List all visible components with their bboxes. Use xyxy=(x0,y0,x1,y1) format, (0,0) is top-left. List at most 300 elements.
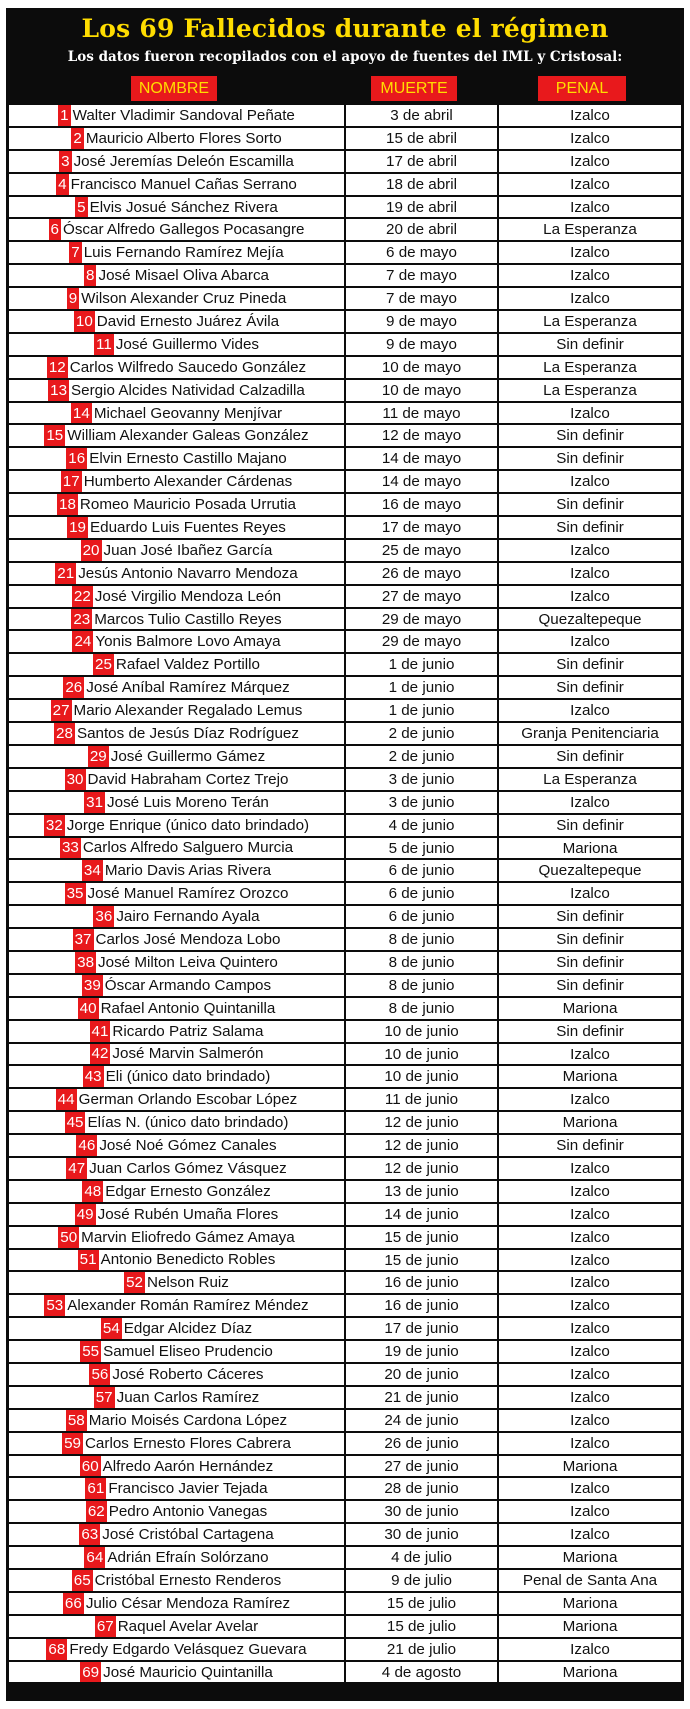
death-date-cell: 10 de junio xyxy=(346,1066,497,1087)
name-cell xyxy=(9,975,344,996)
name-cell xyxy=(9,746,344,767)
prison-cell: Izalco xyxy=(499,105,681,126)
deceased-name: José Milton Leiva Quintero xyxy=(98,953,278,971)
table-row xyxy=(9,1226,681,1249)
death-date-cell: 12 de junio xyxy=(346,1112,497,1133)
name-cell xyxy=(9,1524,344,1545)
name-cell xyxy=(9,334,344,355)
prison-cell: Izalco xyxy=(499,288,681,309)
prison-cell: Izalco xyxy=(499,1089,681,1110)
death-date-cell: 4 de junio xyxy=(346,815,497,836)
deceased-name: Elvin Ernesto Castillo Majano xyxy=(89,450,287,468)
table-row xyxy=(9,585,681,608)
row-number-badge: 18 xyxy=(59,496,76,514)
name-cell xyxy=(9,1181,344,1202)
table-row xyxy=(9,470,681,493)
name-cell xyxy=(9,952,344,973)
deceased-name: Eli (único dato brindado) xyxy=(105,1068,271,1086)
row-number-badge: 67 xyxy=(96,1617,114,1635)
deceased-name: Marcos Tulio Castillo Reyes xyxy=(94,610,282,628)
name-cell xyxy=(9,128,344,149)
table-row xyxy=(9,1340,681,1363)
deceased-name: Mario Alexander Regalado Lemus xyxy=(73,702,303,720)
death-date-cell: 28 de junio xyxy=(346,1478,497,1499)
prison-cell: La Esperanza xyxy=(499,357,681,378)
prison-cell: Mariona xyxy=(499,1662,681,1683)
death-date-cell: 16 de mayo xyxy=(346,494,497,515)
deceased-name: Francisco Javier Tejada xyxy=(108,1480,268,1498)
table-row xyxy=(9,905,681,928)
name-cell xyxy=(9,1021,344,1042)
table-row xyxy=(9,608,681,631)
deceased-name: Pedro Antonio Vanegas xyxy=(108,1503,268,1521)
deceased-name: Juan José Ibañez García xyxy=(103,541,273,559)
death-date-cell: 25 de mayo xyxy=(346,540,497,561)
name-cell xyxy=(9,380,344,401)
page-title: Los 69 Fallecidos durante el régimen xyxy=(81,14,609,43)
death-date-cell: 14 de mayo xyxy=(346,471,497,492)
deceased-name: Elías N. (único dato brindado) xyxy=(87,1114,289,1132)
table-row xyxy=(9,1546,681,1569)
table-row xyxy=(9,1409,681,1432)
prison-cell: Penal de Santa Ana xyxy=(499,1570,681,1591)
prison-cell: Sin definir xyxy=(499,677,681,698)
death-date-cell: 11 de junio xyxy=(346,1089,497,1110)
prison-cell: Mariona xyxy=(499,838,681,859)
death-date-cell: 7 de mayo xyxy=(346,288,497,309)
table-row xyxy=(9,699,681,722)
name-cell xyxy=(9,1295,344,1316)
prison-cell: La Esperanza xyxy=(499,311,681,332)
name-cell xyxy=(9,174,344,195)
prison-cell: Sin definir xyxy=(499,334,681,355)
deceased-name: Juan Carlos Ramírez xyxy=(116,1388,260,1406)
row-number-badge: 50 xyxy=(60,1228,78,1246)
death-date-cell: 29 de mayo xyxy=(346,631,497,652)
name-cell xyxy=(9,1158,344,1179)
prison-cell: Izalco xyxy=(499,1044,681,1065)
name-cell xyxy=(9,425,344,446)
name-cell xyxy=(9,471,344,492)
deceased-name: Elvis Josué Sánchez Rivera xyxy=(89,198,278,216)
prison-cell: Sin definir xyxy=(499,654,681,675)
table-row xyxy=(9,424,681,447)
death-date-cell: 2 de junio xyxy=(346,723,497,744)
row-number-badge: 41 xyxy=(91,1022,109,1040)
name-cell xyxy=(9,860,344,881)
deceased-name: Walter Vladimir Sandoval Peñate xyxy=(72,106,295,124)
table-row xyxy=(9,1249,681,1272)
deceased-name: Óscar Armando Campos xyxy=(104,976,272,994)
prison-cell: Mariona xyxy=(499,1112,681,1133)
table-row xyxy=(9,974,681,997)
prison-cell: La Esperanza xyxy=(499,769,681,790)
deceased-name: Alfredo Aarón Hernández xyxy=(102,1457,274,1475)
row-number-badge: 30 xyxy=(66,770,84,788)
prison-cell: Sin definir xyxy=(499,746,681,767)
name-cell xyxy=(9,815,344,836)
row-number-badge: 34 xyxy=(83,862,101,880)
deceased-name: Carlos Alfredo Salguero Murcia xyxy=(82,839,294,857)
table-row xyxy=(9,516,681,539)
table-row xyxy=(9,745,681,768)
deceased-name: German Orlando Escobar López xyxy=(78,1091,298,1109)
deceased-name: David Habraham Cortez Trejo xyxy=(87,770,289,788)
prison-cell: Izalco xyxy=(499,631,681,652)
prison-cell: Izalco xyxy=(499,1364,681,1385)
table-row xyxy=(9,928,681,951)
deceased-name: José Virgilio Mendoza León xyxy=(94,587,282,605)
death-date-cell: 1 de junio xyxy=(346,700,497,721)
prison-cell: Izalco xyxy=(499,1433,681,1454)
death-date-cell: 12 de junio xyxy=(346,1135,497,1156)
name-cell xyxy=(9,1089,344,1110)
name-cell xyxy=(9,631,344,652)
deceased-name: Juan Carlos Gómez Vásquez xyxy=(89,1159,287,1177)
table-row xyxy=(9,837,681,860)
row-number-badge: 14 xyxy=(72,404,90,422)
death-date-cell: 6 de junio xyxy=(346,883,497,904)
name-cell xyxy=(9,242,344,263)
name-cell xyxy=(9,1044,344,1065)
table-row xyxy=(9,1615,681,1638)
table-row xyxy=(9,882,681,905)
name-cell xyxy=(9,1066,344,1087)
death-date-cell: 21 de junio xyxy=(346,1387,497,1408)
prison-cell: Sin definir xyxy=(499,975,681,996)
prison-cell: Izalco xyxy=(499,883,681,904)
deceased-name: José Luis Moreno Terán xyxy=(107,793,269,811)
name-cell xyxy=(9,1272,344,1293)
table-row xyxy=(9,173,681,196)
deceased-name: Luis Fernando Ramírez Mejía xyxy=(83,244,284,262)
prison-cell: Izalco xyxy=(499,1478,681,1499)
row-number-badge: 55 xyxy=(82,1343,100,1361)
row-number-badge: 36 xyxy=(95,908,113,926)
row-number-badge: 9 xyxy=(68,290,78,308)
table-row xyxy=(9,676,681,699)
death-date-cell: 2 de junio xyxy=(346,746,497,767)
prison-cell: La Esperanza xyxy=(499,380,681,401)
deceased-name: José Misael Oliva Abarca xyxy=(98,267,269,285)
prison-cell: Izalco xyxy=(499,1272,681,1293)
death-date-cell: 15 de junio xyxy=(346,1227,497,1248)
table-row xyxy=(9,768,681,791)
table-row xyxy=(9,1157,681,1180)
death-date-cell: 27 de junio xyxy=(346,1456,497,1477)
name-cell xyxy=(9,1135,344,1156)
death-date-cell: 26 de mayo xyxy=(346,563,497,584)
row-number-badge: 37 xyxy=(74,931,92,949)
row-number-badge: 44 xyxy=(57,1091,75,1109)
row-number-badge: 40 xyxy=(79,999,97,1017)
deceased-name: Michael Geovanny Menjívar xyxy=(93,404,283,422)
deceased-name: José Noé Gómez Canales xyxy=(99,1137,277,1155)
prison-cell: Sin definir xyxy=(499,906,681,927)
table-row xyxy=(9,1294,681,1317)
deceased-name: Óscar Alfredo Gallegos Pocasangre xyxy=(63,221,305,239)
table-row xyxy=(9,1386,681,1409)
death-date-cell: 15 de junio xyxy=(346,1250,497,1271)
table-row xyxy=(9,356,681,379)
table-row xyxy=(9,997,681,1020)
name-cell xyxy=(9,403,344,424)
table-row xyxy=(9,1020,681,1043)
row-number-badge: 21 xyxy=(57,564,75,582)
prison-cell: Sin definir xyxy=(499,517,681,538)
name-cell xyxy=(9,197,344,218)
deceased-name: Ricardo Patriz Salama xyxy=(112,1022,264,1040)
row-number-badge: 45 xyxy=(66,1114,84,1132)
name-cell xyxy=(9,586,344,607)
deceased-name: Mauricio Alberto Flores Sorto xyxy=(85,129,282,147)
death-date-cell: 16 de junio xyxy=(346,1295,497,1316)
row-number-badge: 31 xyxy=(86,793,104,811)
deceased-name: Carlos José Mendoza Lobo xyxy=(95,931,281,949)
table-row xyxy=(9,1569,681,1592)
prison-cell: Izalco xyxy=(499,1204,681,1225)
name-cell xyxy=(9,1364,344,1385)
row-number-badge: 39 xyxy=(83,976,101,994)
name-cell xyxy=(9,1433,344,1454)
death-date-cell: 14 de junio xyxy=(346,1204,497,1225)
death-date-cell: 17 de abril xyxy=(346,151,497,172)
table-row xyxy=(9,791,681,814)
name-cell xyxy=(9,311,344,332)
table-row xyxy=(9,104,681,127)
row-number-badge: 22 xyxy=(73,587,91,605)
name-cell xyxy=(9,1227,344,1248)
prison-cell: Sin definir xyxy=(499,448,681,469)
table-row xyxy=(9,1500,681,1523)
name-cell xyxy=(9,219,344,240)
row-number-badge: 29 xyxy=(89,747,107,765)
death-date-cell: 15 de julio xyxy=(346,1593,497,1614)
table-body xyxy=(9,104,681,1683)
death-date-cell: 5 de junio xyxy=(346,838,497,859)
row-number-badge: 11 xyxy=(96,335,112,353)
name-cell xyxy=(9,998,344,1019)
table-row xyxy=(9,539,681,562)
table-row xyxy=(9,1317,681,1340)
row-number-badge: 66 xyxy=(64,1594,82,1612)
prison-cell: Quezaltepeque xyxy=(499,609,681,630)
table-row xyxy=(9,1271,681,1294)
row-number-badge: 12 xyxy=(48,358,66,376)
row-number-badge: 47 xyxy=(68,1159,86,1177)
deceased-name: Antonio Benedicto Robles xyxy=(100,1251,276,1269)
table-row xyxy=(9,379,681,402)
prison-cell: Mariona xyxy=(499,1066,681,1087)
death-date-cell: 30 de junio xyxy=(346,1501,497,1522)
prison-cell: Izalco xyxy=(499,792,681,813)
table-row xyxy=(9,1203,681,1226)
row-number-badge: 26 xyxy=(65,679,83,697)
prison-cell: Izalco xyxy=(499,1410,681,1431)
prison-cell: Izalco xyxy=(499,403,681,424)
death-date-cell: 9 de mayo xyxy=(346,311,497,332)
row-number-badge: 20 xyxy=(82,541,100,559)
death-date-cell: 8 de junio xyxy=(346,975,497,996)
death-date-cell: 11 de mayo xyxy=(346,403,497,424)
death-date-cell: 15 de abril xyxy=(346,128,497,149)
row-number-badge: 28 xyxy=(56,725,73,742)
row-number-badge: 43 xyxy=(84,1068,102,1086)
prison-cell: Sin definir xyxy=(499,815,681,836)
prison-cell: Mariona xyxy=(499,1616,681,1637)
deceased-name: Romeo Mauricio Posada Urrutia xyxy=(79,496,296,514)
deceased-name: Carlos Ernesto Flores Cabrera xyxy=(84,1434,291,1452)
death-date-cell: 6 de junio xyxy=(346,906,497,927)
row-number-badge: 62 xyxy=(87,1503,105,1521)
table-row xyxy=(9,402,681,425)
table-row xyxy=(9,1134,681,1157)
death-date-cell: 27 de mayo xyxy=(346,586,497,607)
row-number-badge: 32 xyxy=(45,816,63,834)
row-number-badge: 1 xyxy=(60,106,69,124)
death-date-cell: 8 de junio xyxy=(346,929,497,950)
prison-cell: Izalco xyxy=(499,1227,681,1248)
death-date-cell: 16 de junio xyxy=(346,1272,497,1293)
name-cell xyxy=(9,1501,344,1522)
table-row xyxy=(9,150,681,173)
prison-cell: Izalco xyxy=(499,1318,681,1339)
row-number-badge: 5 xyxy=(77,198,86,216)
name-cell xyxy=(9,677,344,698)
name-cell xyxy=(9,540,344,561)
name-cell xyxy=(9,700,344,721)
death-date-cell: 21 de julio xyxy=(346,1639,497,1660)
death-date-cell: 6 de mayo xyxy=(346,242,497,263)
death-date-cell: 12 de mayo xyxy=(346,425,497,446)
death-date-cell: 7 de mayo xyxy=(346,265,497,286)
death-date-cell: 9 de mayo xyxy=(346,334,497,355)
deceased-name: Edgar Ernesto González xyxy=(105,1182,271,1200)
name-cell xyxy=(9,838,344,859)
deceased-name: José Aníbal Ramírez Márquez xyxy=(86,679,290,697)
table-row xyxy=(9,127,681,150)
death-date-cell: 19 de junio xyxy=(346,1341,497,1362)
row-number-badge: 8 xyxy=(86,267,95,285)
death-date-cell: 19 de abril xyxy=(346,197,497,218)
name-cell xyxy=(9,151,344,172)
prison-cell: Mariona xyxy=(499,1593,681,1614)
deceased-name: José Rubén Umaña Flores xyxy=(97,1205,279,1223)
name-cell xyxy=(9,1204,344,1225)
deceased-name: Marvin Eliofredo Gámez Amaya xyxy=(81,1228,295,1246)
death-date-cell: 17 de junio xyxy=(346,1318,497,1339)
row-number-badge: 33 xyxy=(61,839,79,857)
page-subtitle: Los datos fueron recopilados con el apoyo de fuentes del IML y Cristosal: xyxy=(67,49,623,65)
name-cell xyxy=(9,265,344,286)
deceased-name: Mario Davis Arias Rivera xyxy=(104,862,272,880)
prison-cell: Izalco xyxy=(499,1387,681,1408)
death-date-cell: 17 de mayo xyxy=(346,517,497,538)
deceased-name: José Jeremías Deleón Escamilla xyxy=(73,152,294,170)
table-row xyxy=(9,218,681,241)
row-number-badge: 57 xyxy=(95,1388,113,1406)
prison-cell: Mariona xyxy=(499,1456,681,1477)
row-number-badge: 63 xyxy=(81,1526,99,1544)
name-cell xyxy=(9,1570,344,1591)
deceased-name: José Cristóbal Cartagena xyxy=(102,1526,274,1544)
table-row xyxy=(9,333,681,356)
name-cell xyxy=(9,883,344,904)
row-number-badge: 42 xyxy=(91,1045,109,1063)
deceased-name: Mario Moisés Cardona López xyxy=(88,1411,288,1429)
prison-cell: Izalco xyxy=(499,1295,681,1316)
table-row xyxy=(9,1111,681,1134)
name-cell xyxy=(9,1387,344,1408)
table-row xyxy=(9,1180,681,1203)
row-number-badge: 4 xyxy=(58,175,67,193)
table-row xyxy=(9,1065,681,1088)
deceased-name: Jorge Enrique (único dato brindado) xyxy=(66,816,310,834)
death-date-cell: 8 de junio xyxy=(346,952,497,973)
row-number-badge: 65 xyxy=(73,1571,91,1589)
deceased-name: Nelson Ruiz xyxy=(147,1274,229,1292)
table-row xyxy=(9,1661,681,1684)
prison-cell: Granja Penitenciaria xyxy=(499,723,681,744)
deceased-name: David Ernesto Juárez Ávila xyxy=(96,312,280,330)
deceased-name: José Manuel Ramírez Orozco xyxy=(87,885,289,903)
row-number-badge: 56 xyxy=(91,1365,109,1383)
deceased-name: Samuel Eliseo Prudencio xyxy=(103,1343,273,1361)
header-muerte: MUERTE xyxy=(371,76,457,101)
table-row xyxy=(9,630,681,653)
name-cell xyxy=(9,1318,344,1339)
deceased-name: José Guillermo Vides xyxy=(115,335,259,353)
death-date-cell: 12 de junio xyxy=(346,1158,497,1179)
death-date-cell: 9 de julio xyxy=(346,1570,497,1591)
death-date-cell: 3 de junio xyxy=(346,792,497,813)
row-number-badge: 19 xyxy=(69,518,87,536)
name-cell xyxy=(9,792,344,813)
row-number-badge: 46 xyxy=(78,1137,96,1155)
row-number-badge: 53 xyxy=(46,1297,64,1315)
name-cell xyxy=(9,448,344,469)
row-number-badge: 23 xyxy=(73,610,91,628)
name-cell xyxy=(9,288,344,309)
death-date-cell: 8 de junio xyxy=(346,998,497,1019)
row-number-badge: 58 xyxy=(67,1411,85,1429)
deceased-name: Alexander Román Ramírez Méndez xyxy=(67,1297,309,1315)
death-date-cell: 20 de junio xyxy=(346,1364,497,1385)
row-number-badge: 2 xyxy=(73,129,82,147)
death-date-cell: 6 de junio xyxy=(346,860,497,881)
deceased-name: Adrián Efraín Solórzano xyxy=(107,1549,269,1567)
prison-cell: Mariona xyxy=(499,1547,681,1568)
row-number-badge: 59 xyxy=(64,1434,81,1452)
prison-cell: Izalco xyxy=(499,174,681,195)
name-cell xyxy=(9,1478,344,1499)
prison-cell: Izalco xyxy=(499,563,681,584)
row-number-badge: 69 xyxy=(82,1663,100,1681)
death-date-cell: 30 de junio xyxy=(346,1524,497,1545)
death-date-cell: 13 de junio xyxy=(346,1181,497,1202)
row-number-badge: 35 xyxy=(66,885,84,903)
prison-cell: Izalco xyxy=(499,700,681,721)
death-date-cell: 26 de junio xyxy=(346,1433,497,1454)
prison-cell: Mariona xyxy=(499,998,681,1019)
deceased-name: Julio César Mendoza Ramírez xyxy=(85,1594,291,1612)
death-date-cell: 15 de julio xyxy=(346,1616,497,1637)
name-cell xyxy=(9,1593,344,1614)
table-row xyxy=(9,1455,681,1478)
row-number-badge: 38 xyxy=(77,953,95,971)
prison-cell: Izalco xyxy=(499,265,681,286)
deceased-name: Wilson Alexander Cruz Pineda xyxy=(81,290,287,308)
